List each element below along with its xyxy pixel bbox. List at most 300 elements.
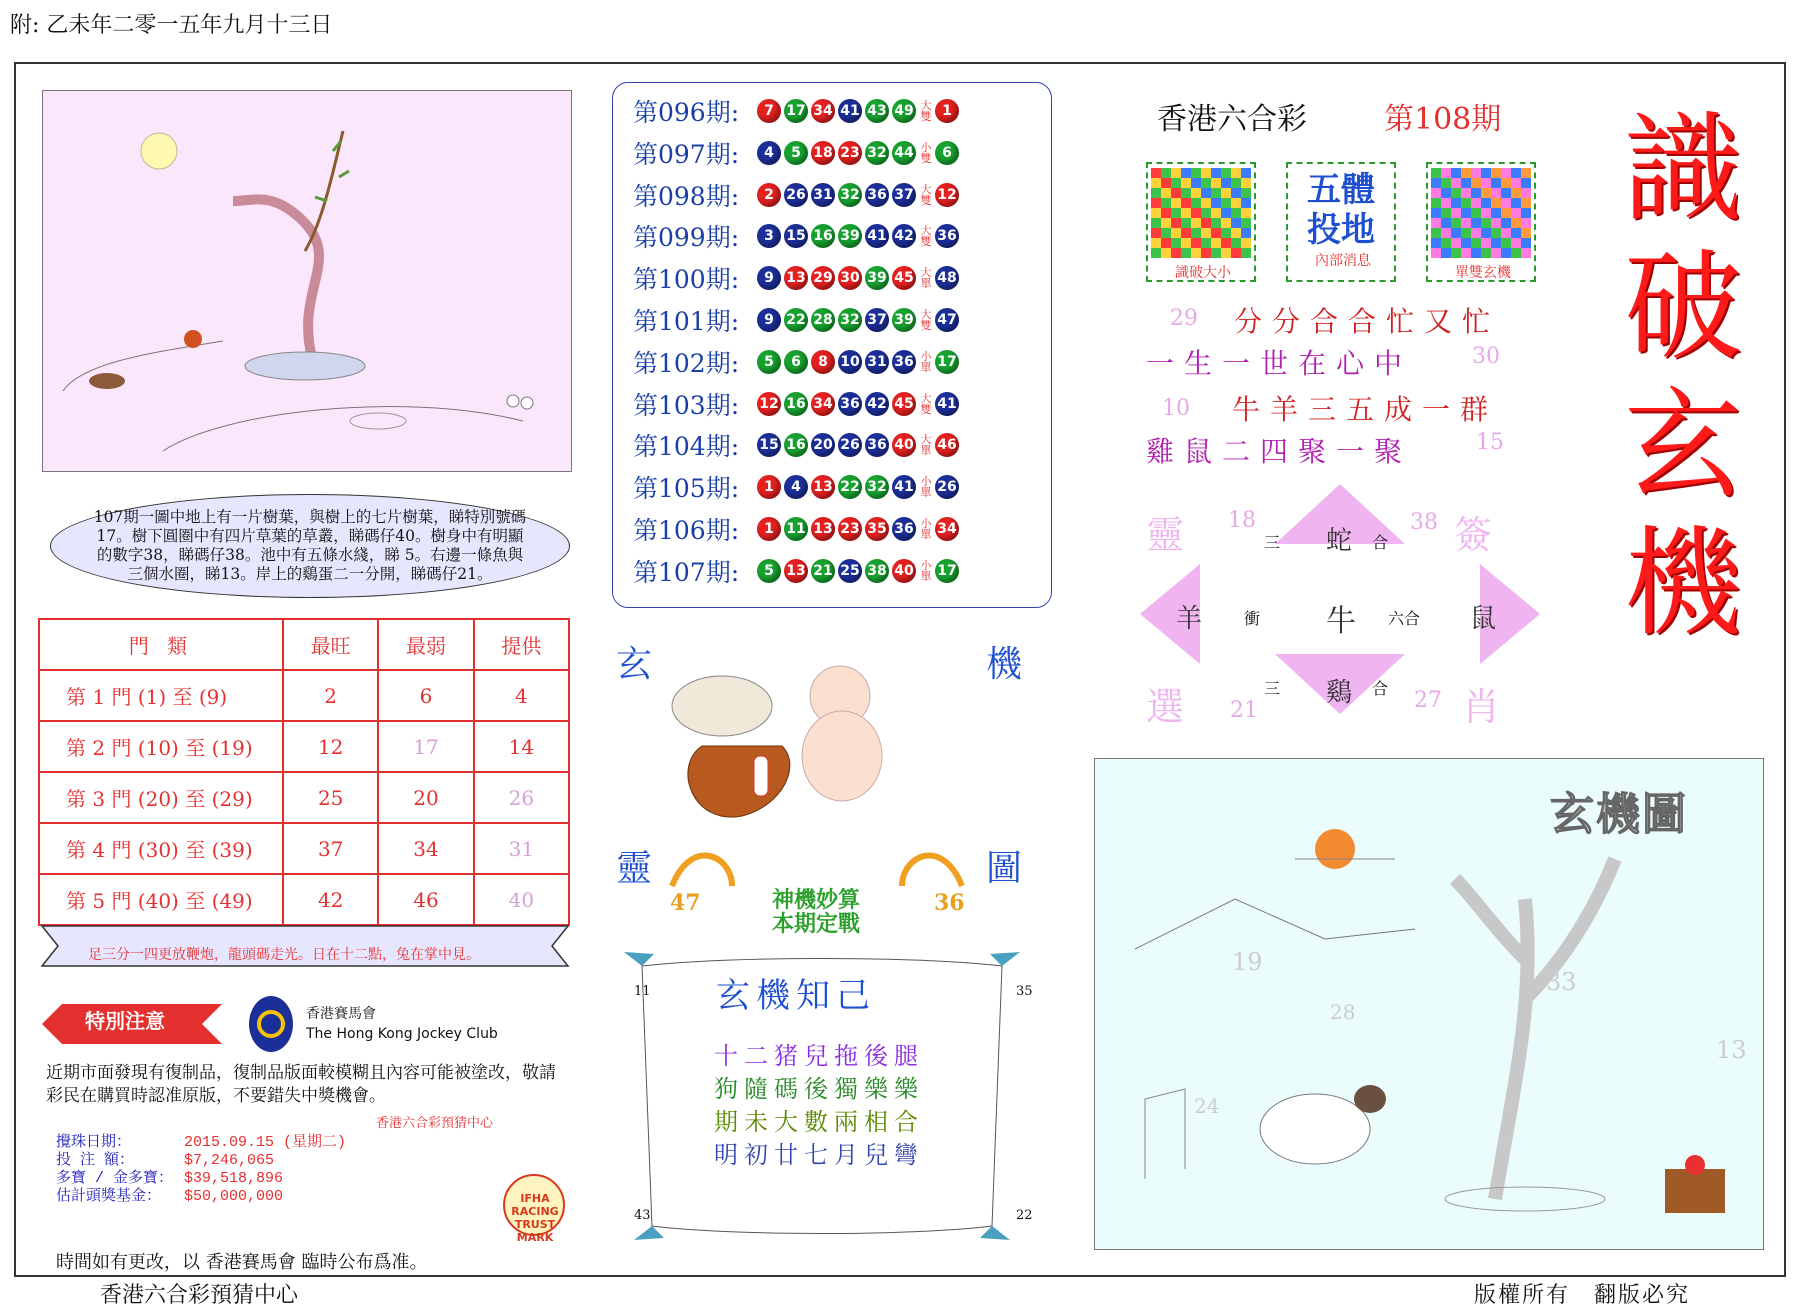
hkjc-name-cn: 香港賽馬會 <box>306 1006 376 1022</box>
pic-num: 28 <box>1330 1000 1356 1024</box>
mosaic-cell <box>1221 218 1231 228</box>
draw-info-key: 投 注 額： <box>56 1152 135 1169</box>
mosaic-cell <box>1211 218 1221 228</box>
hint-num: 29 <box>1170 306 1198 331</box>
draw-info-value: $7,246,065 <box>184 1152 275 1169</box>
mosaic-cell <box>1471 208 1481 218</box>
number-ball: 38 <box>865 559 889 583</box>
mosaic-cell <box>1151 188 1161 198</box>
mosaic-cell <box>1501 238 1511 248</box>
number-ball: 34 <box>811 99 835 123</box>
mosaic-cell <box>1161 248 1171 258</box>
number-ball: 6 <box>784 350 808 374</box>
number-ball: 5 <box>784 141 808 165</box>
mosaic-cell <box>1441 168 1451 178</box>
door-label: 第 4 門 (30) 至 (39) <box>39 823 283 874</box>
mosaic-cell <box>1481 168 1491 178</box>
mosaic-cell <box>1241 248 1251 258</box>
draw-info-key: 多寶 / 金多寶： <box>56 1170 174 1187</box>
mosaic-cell <box>1521 248 1531 258</box>
mosaic-cell <box>1471 248 1481 258</box>
mosaic-cell <box>1521 168 1531 178</box>
number-ball: 7 <box>757 99 781 123</box>
mosaic-cell <box>1471 238 1481 248</box>
mosaic-cell <box>1431 248 1441 258</box>
mosaic-cell <box>1201 178 1211 188</box>
mosaic-cell <box>1241 238 1251 248</box>
mosaic-cell <box>1451 218 1461 228</box>
result-row <box>633 467 962 507</box>
result-tag: 小單 <box>920 475 932 500</box>
mosaic-cell <box>1191 218 1201 228</box>
result-tag: 大雙 <box>920 99 932 123</box>
mosaic-cell <box>1181 218 1191 228</box>
number-ball: 37 <box>865 308 889 332</box>
dog-baby-illustration <box>612 626 1062 1276</box>
mosaic-cell <box>1481 188 1491 198</box>
number-ball: 26 <box>784 183 808 207</box>
mosaic-cell <box>1491 228 1501 238</box>
number-ball: 12 <box>757 392 781 416</box>
compass-small: 三 <box>1264 679 1281 698</box>
mosaic-cell <box>1491 178 1501 188</box>
number-ball: 15 <box>757 433 781 457</box>
draw-info-key: 估計頭獎基金： <box>56 1188 162 1205</box>
mosaic-cell <box>1501 248 1511 258</box>
mosaic-cell <box>1481 208 1491 218</box>
draw-info-value: $39,518,896 <box>184 1170 284 1187</box>
mosaic-cell <box>1241 178 1251 188</box>
hint-line: 牛羊三五成一群 <box>1232 393 1499 426</box>
compass-top: 蛇 <box>1326 526 1353 556</box>
corner-num: 22 <box>1016 1208 1033 1223</box>
number-ball: 8 <box>811 350 835 374</box>
mosaic-cell <box>1521 208 1531 218</box>
corner-num: 35 <box>1016 984 1033 999</box>
mosaic-cell <box>1191 238 1201 248</box>
mosaic-cell <box>1471 168 1481 178</box>
big-title-char: 破 <box>1623 238 1742 376</box>
number-ball: 13 <box>811 517 835 541</box>
number-ball: 43 <box>865 99 889 123</box>
mosaic-cell <box>1181 248 1191 258</box>
mosaic-cell <box>1171 248 1181 258</box>
result-row <box>633 258 962 298</box>
mosaic-cell <box>1181 178 1191 188</box>
date-note: 附: 乙未年二零一五年九月十三日 <box>10 13 333 38</box>
special-ball: 48 <box>935 266 959 290</box>
mosaic-cell <box>1191 248 1201 258</box>
number-ball: 49 <box>892 99 916 123</box>
draw-info-row <box>56 1134 346 1152</box>
mosaic-cell <box>1451 208 1461 218</box>
special-ball: 6 <box>935 141 959 165</box>
result-tag: 大單 <box>920 433 932 458</box>
result-label: 第103期: <box>633 390 740 420</box>
mosaic-cell <box>1471 228 1481 238</box>
shen-ji-text: 神機妙算本期定戰 <box>771 887 860 937</box>
mosaic-cell <box>1481 178 1491 188</box>
mosaic-cell <box>1211 228 1221 238</box>
compass-corner-word: 選 <box>1146 685 1185 729</box>
hint-line: 一生一世在心中 <box>1146 347 1413 380</box>
number-ball: 32 <box>865 475 889 499</box>
color-grid-icon <box>1431 168 1531 258</box>
mosaic-cell <box>1191 198 1201 208</box>
mosaic-cell <box>1491 208 1501 218</box>
mosaic-cell <box>1181 198 1191 208</box>
hk-title: 香港六合彩 <box>1157 102 1307 137</box>
middle-title: 玄機知己 <box>716 976 876 1016</box>
mosaic-cell <box>1431 178 1441 188</box>
door-label: 第 1 門 (1) 至 (9) <box>39 670 283 721</box>
result-label: 第102期: <box>633 348 740 378</box>
number-ball: 36 <box>892 517 916 541</box>
mosaic-cell <box>1241 218 1251 228</box>
result-row <box>633 551 962 591</box>
mosaic-cell <box>1161 238 1171 248</box>
number-ball: 32 <box>865 141 889 165</box>
door-min: 17 <box>378 721 473 772</box>
mosaic-cell <box>1441 238 1451 248</box>
mosaic-cell <box>1231 178 1241 188</box>
mosaic-cell <box>1161 208 1171 218</box>
compass-center: 牛 <box>1326 604 1356 639</box>
corner-char-tr: 機 <box>986 644 1023 685</box>
number-ball: 44 <box>892 141 916 165</box>
table-row <box>39 721 569 772</box>
hkjc-name <box>306 1004 498 1044</box>
result-tag: 大雙 <box>920 308 932 332</box>
result-label: 第104期: <box>633 432 740 462</box>
mosaic-cell <box>1211 238 1221 248</box>
draw-info-row <box>56 1152 346 1170</box>
mosaic-cell <box>1201 208 1211 218</box>
compass-corner-num: 27 <box>1414 688 1442 713</box>
door-header-provide: 提供 <box>474 619 569 670</box>
mosaic-cell <box>1441 178 1451 188</box>
door-max: 12 <box>283 721 378 772</box>
number-ball: 16 <box>811 224 835 248</box>
door-min: 34 <box>378 823 473 874</box>
mosaic-cell <box>1431 188 1441 198</box>
number-ball: 21 <box>811 559 835 583</box>
mosaic-cell <box>1221 198 1231 208</box>
result-tag: 大雙 <box>920 224 932 249</box>
mosaic-cell <box>1461 208 1471 218</box>
mosaic-cell <box>1171 208 1181 218</box>
number-ball: 17 <box>784 99 808 123</box>
number-ball: 13 <box>784 559 808 583</box>
number-ball: 29 <box>811 266 835 290</box>
notice-text: 近期市面發現有復制品，復制品版面較模糊且內容可能被塗改，敬請彩民在購買時認准原版，不要錯失中獎機會。 <box>46 1063 556 1106</box>
number-ball: 15 <box>784 224 808 248</box>
riddle-picture <box>42 90 572 472</box>
draw-info-value: $50,000,000 <box>184 1188 284 1205</box>
mosaic-cell <box>1441 208 1451 218</box>
mosaic-cell <box>1151 178 1161 188</box>
mosaic-cell <box>1151 168 1161 178</box>
mosaic-cell <box>1491 238 1501 248</box>
big-title-char: 機 <box>1623 514 1742 652</box>
hint-num: 10 <box>1162 396 1190 421</box>
pic-num: 19 <box>1232 948 1263 976</box>
result-row <box>633 133 962 173</box>
door-min: 6 <box>378 670 473 721</box>
number-ball: 30 <box>838 266 862 290</box>
mosaic-cell <box>1161 218 1171 228</box>
mosaic-cell <box>1451 188 1461 198</box>
mosaic-cell <box>1201 188 1211 198</box>
corner-char-tl: 玄 <box>616 644 653 685</box>
mosaic-cell <box>1491 248 1501 258</box>
number-ball: 26 <box>838 433 862 457</box>
table-row <box>39 874 569 925</box>
result-tag: 大雙 <box>920 182 932 207</box>
number-ball: 32 <box>838 308 862 332</box>
xuanji-picture-label: 玄機圖 <box>1550 789 1688 840</box>
special-ball: 47 <box>935 308 959 332</box>
mosaic-cell <box>1221 228 1231 238</box>
mosaic-cell <box>1151 238 1161 248</box>
box-size <box>1146 162 1256 282</box>
number-ball: 3 <box>757 224 781 248</box>
corner-num: 43 <box>634 1208 651 1223</box>
color-grid-icon <box>1151 168 1251 258</box>
mosaic-cell <box>1161 178 1171 188</box>
result-label: 第097期: <box>633 139 740 169</box>
compass-corner-num: 18 <box>1228 508 1256 533</box>
result-label: 第107期: <box>633 557 740 587</box>
mosaic-cell <box>1461 178 1471 188</box>
big-title-char: 玄 <box>1623 376 1742 514</box>
number-ball: 1 <box>757 475 781 499</box>
mosaic-cell <box>1151 218 1161 228</box>
mosaic-cell <box>1231 208 1241 218</box>
pic-num: 13 <box>1716 1036 1747 1064</box>
number-ball: 20 <box>811 433 835 457</box>
mosaic-cell <box>1231 228 1241 238</box>
mosaic-cell <box>1231 248 1241 258</box>
number-ball: 23 <box>838 517 862 541</box>
door-label: 第 2 門 (10) 至 (19) <box>39 721 283 772</box>
result-label: 第100期: <box>633 265 740 295</box>
mosaic-cell <box>1511 218 1521 228</box>
special-ball: 12 <box>935 183 959 207</box>
number-ball: 2 <box>757 183 781 207</box>
mosaic-cell <box>1501 208 1511 218</box>
door-table <box>38 618 570 926</box>
mosaic-cell <box>1231 188 1241 198</box>
door-provide: 26 <box>474 772 569 823</box>
tree-pond-illustration <box>43 91 571 471</box>
mosaic-cell <box>1511 188 1521 198</box>
mosaic-cell <box>1151 198 1161 208</box>
issue-number: 第108期 <box>1384 102 1502 137</box>
mosaic-cell <box>1201 228 1211 238</box>
mosaic-cell <box>1481 198 1491 208</box>
number-ball: 23 <box>838 141 862 165</box>
hkjc-logo-icon <box>246 994 296 1054</box>
mosaic-cell <box>1211 178 1221 188</box>
compass-small: 六合 <box>1388 609 1421 628</box>
mosaic-cell <box>1451 168 1461 178</box>
mosaic-cell <box>1441 248 1451 258</box>
number-ball: 32 <box>838 183 862 207</box>
draw-info <box>56 1134 346 1206</box>
number-ball: 36 <box>838 392 862 416</box>
middle-picture <box>612 626 1062 1276</box>
mosaic-cell <box>1151 208 1161 218</box>
mosaic-cell <box>1221 238 1231 248</box>
mosaic-cell <box>1441 228 1451 238</box>
footer-left: 香港六合彩預猜中心 <box>100 1283 299 1308</box>
mosaic-cell <box>1441 188 1451 198</box>
mosaic-cell <box>1171 178 1181 188</box>
result-label: 第099期: <box>633 223 740 253</box>
door-header-category: 門 類 <box>39 619 283 670</box>
mosaic-cell <box>1431 208 1441 218</box>
mosaic-cell <box>1501 198 1511 208</box>
mosaic-cell <box>1181 168 1191 178</box>
mosaic-cell <box>1171 238 1181 248</box>
mosaic-cell <box>1451 248 1461 258</box>
compass-small: 衝 <box>1244 609 1261 628</box>
result-label: 第106期: <box>633 516 740 545</box>
special-ball: 41 <box>935 392 959 416</box>
number-ball: 42 <box>865 392 889 416</box>
hkjc-name-en: The Hong Kong Jockey Club <box>306 1026 498 1042</box>
mosaic-cell <box>1201 248 1211 258</box>
mosaic-cell <box>1461 188 1471 198</box>
door-provide: 31 <box>474 823 569 874</box>
number-ball: 16 <box>784 392 808 416</box>
num-right: 36 <box>934 890 965 916</box>
door-max: 2 <box>283 670 378 721</box>
mosaic-cell <box>1221 178 1231 188</box>
result-row <box>633 342 962 382</box>
result-row <box>633 509 962 549</box>
mosaic-cell <box>1181 238 1191 248</box>
compass-corner-word: 肖 <box>1462 685 1501 729</box>
number-ball: 37 <box>892 183 916 207</box>
special-ball: 26 <box>935 475 959 499</box>
mosaic-cell <box>1441 218 1451 228</box>
mosaic-cell <box>1171 188 1181 198</box>
compass-left: 羊 <box>1176 604 1203 634</box>
mosaic-cell <box>1491 168 1501 178</box>
result-row <box>633 175 962 215</box>
number-ball: 45 <box>892 392 916 416</box>
mosaic-cell <box>1211 198 1221 208</box>
mosaic-cell <box>1521 198 1531 208</box>
number-ball: 9 <box>757 308 781 332</box>
number-ball: 42 <box>892 224 916 248</box>
door-header-min: 最弱 <box>378 619 473 670</box>
notice-badge-text: 特別注意 <box>85 1009 165 1033</box>
ifha-mark-text: IFHA RACING TRUST MARK <box>511 1192 559 1244</box>
special-ball: 17 <box>935 350 959 374</box>
mosaic-cell <box>1151 248 1161 258</box>
box-label: 單雙玄機 <box>1455 265 1511 281</box>
mosaic-cell <box>1501 188 1511 198</box>
door-provide: 40 <box>474 874 569 925</box>
number-ball: 45 <box>892 266 916 290</box>
compass-corner-word: 靈 <box>1146 513 1185 557</box>
result-tag: 小單 <box>920 517 932 541</box>
compass-small: 三 <box>1264 533 1281 552</box>
door-table-header <box>39 619 569 670</box>
mosaic-cell <box>1521 238 1531 248</box>
time-note: 時間如有更改，以 香港賽馬會 臨時公布爲准。 <box>56 1252 428 1273</box>
mosaic-cell <box>1161 168 1171 178</box>
mosaic-cell <box>1511 238 1521 248</box>
draw-info-value: 2015.09.15 (星期二) <box>184 1134 347 1151</box>
mosaic-cell <box>1511 178 1521 188</box>
number-ball: 40 <box>892 433 916 457</box>
result-row <box>633 91 962 131</box>
mosaic-cell <box>1521 228 1531 238</box>
big-title-char: 識 <box>1623 100 1742 238</box>
mosaic-cell <box>1241 228 1251 238</box>
hint-line: 分分合合忙又忙 <box>1234 305 1501 338</box>
door-min: 20 <box>378 772 473 823</box>
mosaic-cell <box>1161 188 1171 198</box>
mosaic-cell <box>1231 238 1241 248</box>
number-ball: 22 <box>838 475 862 499</box>
mosaic-cell <box>1171 228 1181 238</box>
number-ball: 31 <box>811 183 835 207</box>
mosaic-cell <box>1201 168 1211 178</box>
mosaic-cell <box>1171 218 1181 228</box>
box-content: 五體投地 <box>1307 170 1375 250</box>
poem-line: 十二猪兒拖後腿 <box>714 1042 924 1070</box>
footer-right: 版權所有 翻版必究 <box>1473 1283 1690 1308</box>
mosaic-cell <box>1231 198 1241 208</box>
mosaic-cell <box>1451 198 1461 208</box>
mosaic-cell <box>1431 198 1441 208</box>
number-ball: 39 <box>892 308 916 332</box>
box-label: 內部消息 <box>1315 253 1371 269</box>
poem-line: 期未大數兩相合 <box>714 1108 924 1136</box>
mosaic-cell <box>1431 228 1441 238</box>
result-tag: 小單 <box>920 349 932 374</box>
mosaic-cell <box>1471 218 1481 228</box>
door-provide: 14 <box>474 721 569 772</box>
mosaic-cell <box>1431 238 1441 248</box>
door-label: 第 3 門 (20) 至 (29) <box>39 772 283 823</box>
corner-char-bl: 靈 <box>616 848 653 889</box>
compass-bottom: 鷄 <box>1326 678 1353 708</box>
mosaic-cell <box>1221 188 1231 198</box>
result-label: 第098期: <box>633 181 740 211</box>
number-ball: 25 <box>838 559 862 583</box>
mosaic-cell <box>1151 228 1161 238</box>
box-label: 識破大小 <box>1175 265 1231 281</box>
mosaic-cell <box>1191 188 1201 198</box>
big-title <box>1608 100 1758 652</box>
mosaic-cell <box>1191 208 1201 218</box>
number-ball: 5 <box>757 559 781 583</box>
mosaic-cell <box>1491 188 1501 198</box>
number-ball: 13 <box>784 266 808 290</box>
mosaic-cell <box>1481 248 1491 258</box>
special-ball: 1 <box>935 99 959 123</box>
num-left: 47 <box>670 890 701 916</box>
mosaic-cell <box>1511 228 1521 238</box>
notice-sign: 香港六合彩預猜中心 <box>376 1116 494 1131</box>
door-min: 46 <box>378 874 473 925</box>
